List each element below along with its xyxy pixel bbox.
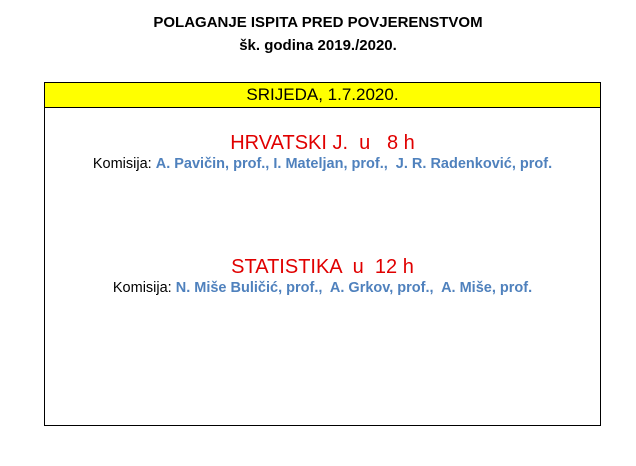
day-header: SRIJEDA, 1.7.2020. bbox=[45, 83, 600, 108]
exam-committee bbox=[45, 279, 600, 297]
exam-subject-time: STATISTIKA u 12 h bbox=[231, 256, 414, 278]
document-title: POLAGANJE ISPITA PRED POVJERENSTVOM bbox=[153, 14, 483, 31]
exam-entry-statistics bbox=[45, 255, 600, 297]
school-year: šk. godina 2019./2020. bbox=[239, 37, 397, 54]
exam-schedule-box bbox=[44, 82, 601, 426]
committee-members: A. Pavičin, prof., I. Mateljan, prof., J. R. Radenković, prof. bbox=[155, 156, 553, 172]
exam-entry-croatian bbox=[45, 131, 600, 173]
exam-subject-time: HRVATSKI J. u 8 h bbox=[230, 132, 415, 154]
committee-label: Komisija: bbox=[112, 280, 176, 296]
exam-committee bbox=[45, 155, 600, 173]
committee-members: N. Miše Buličić, prof., A. Grkov, prof., A. Miše, prof. bbox=[175, 280, 533, 296]
committee-label: Komisija: bbox=[92, 156, 156, 172]
